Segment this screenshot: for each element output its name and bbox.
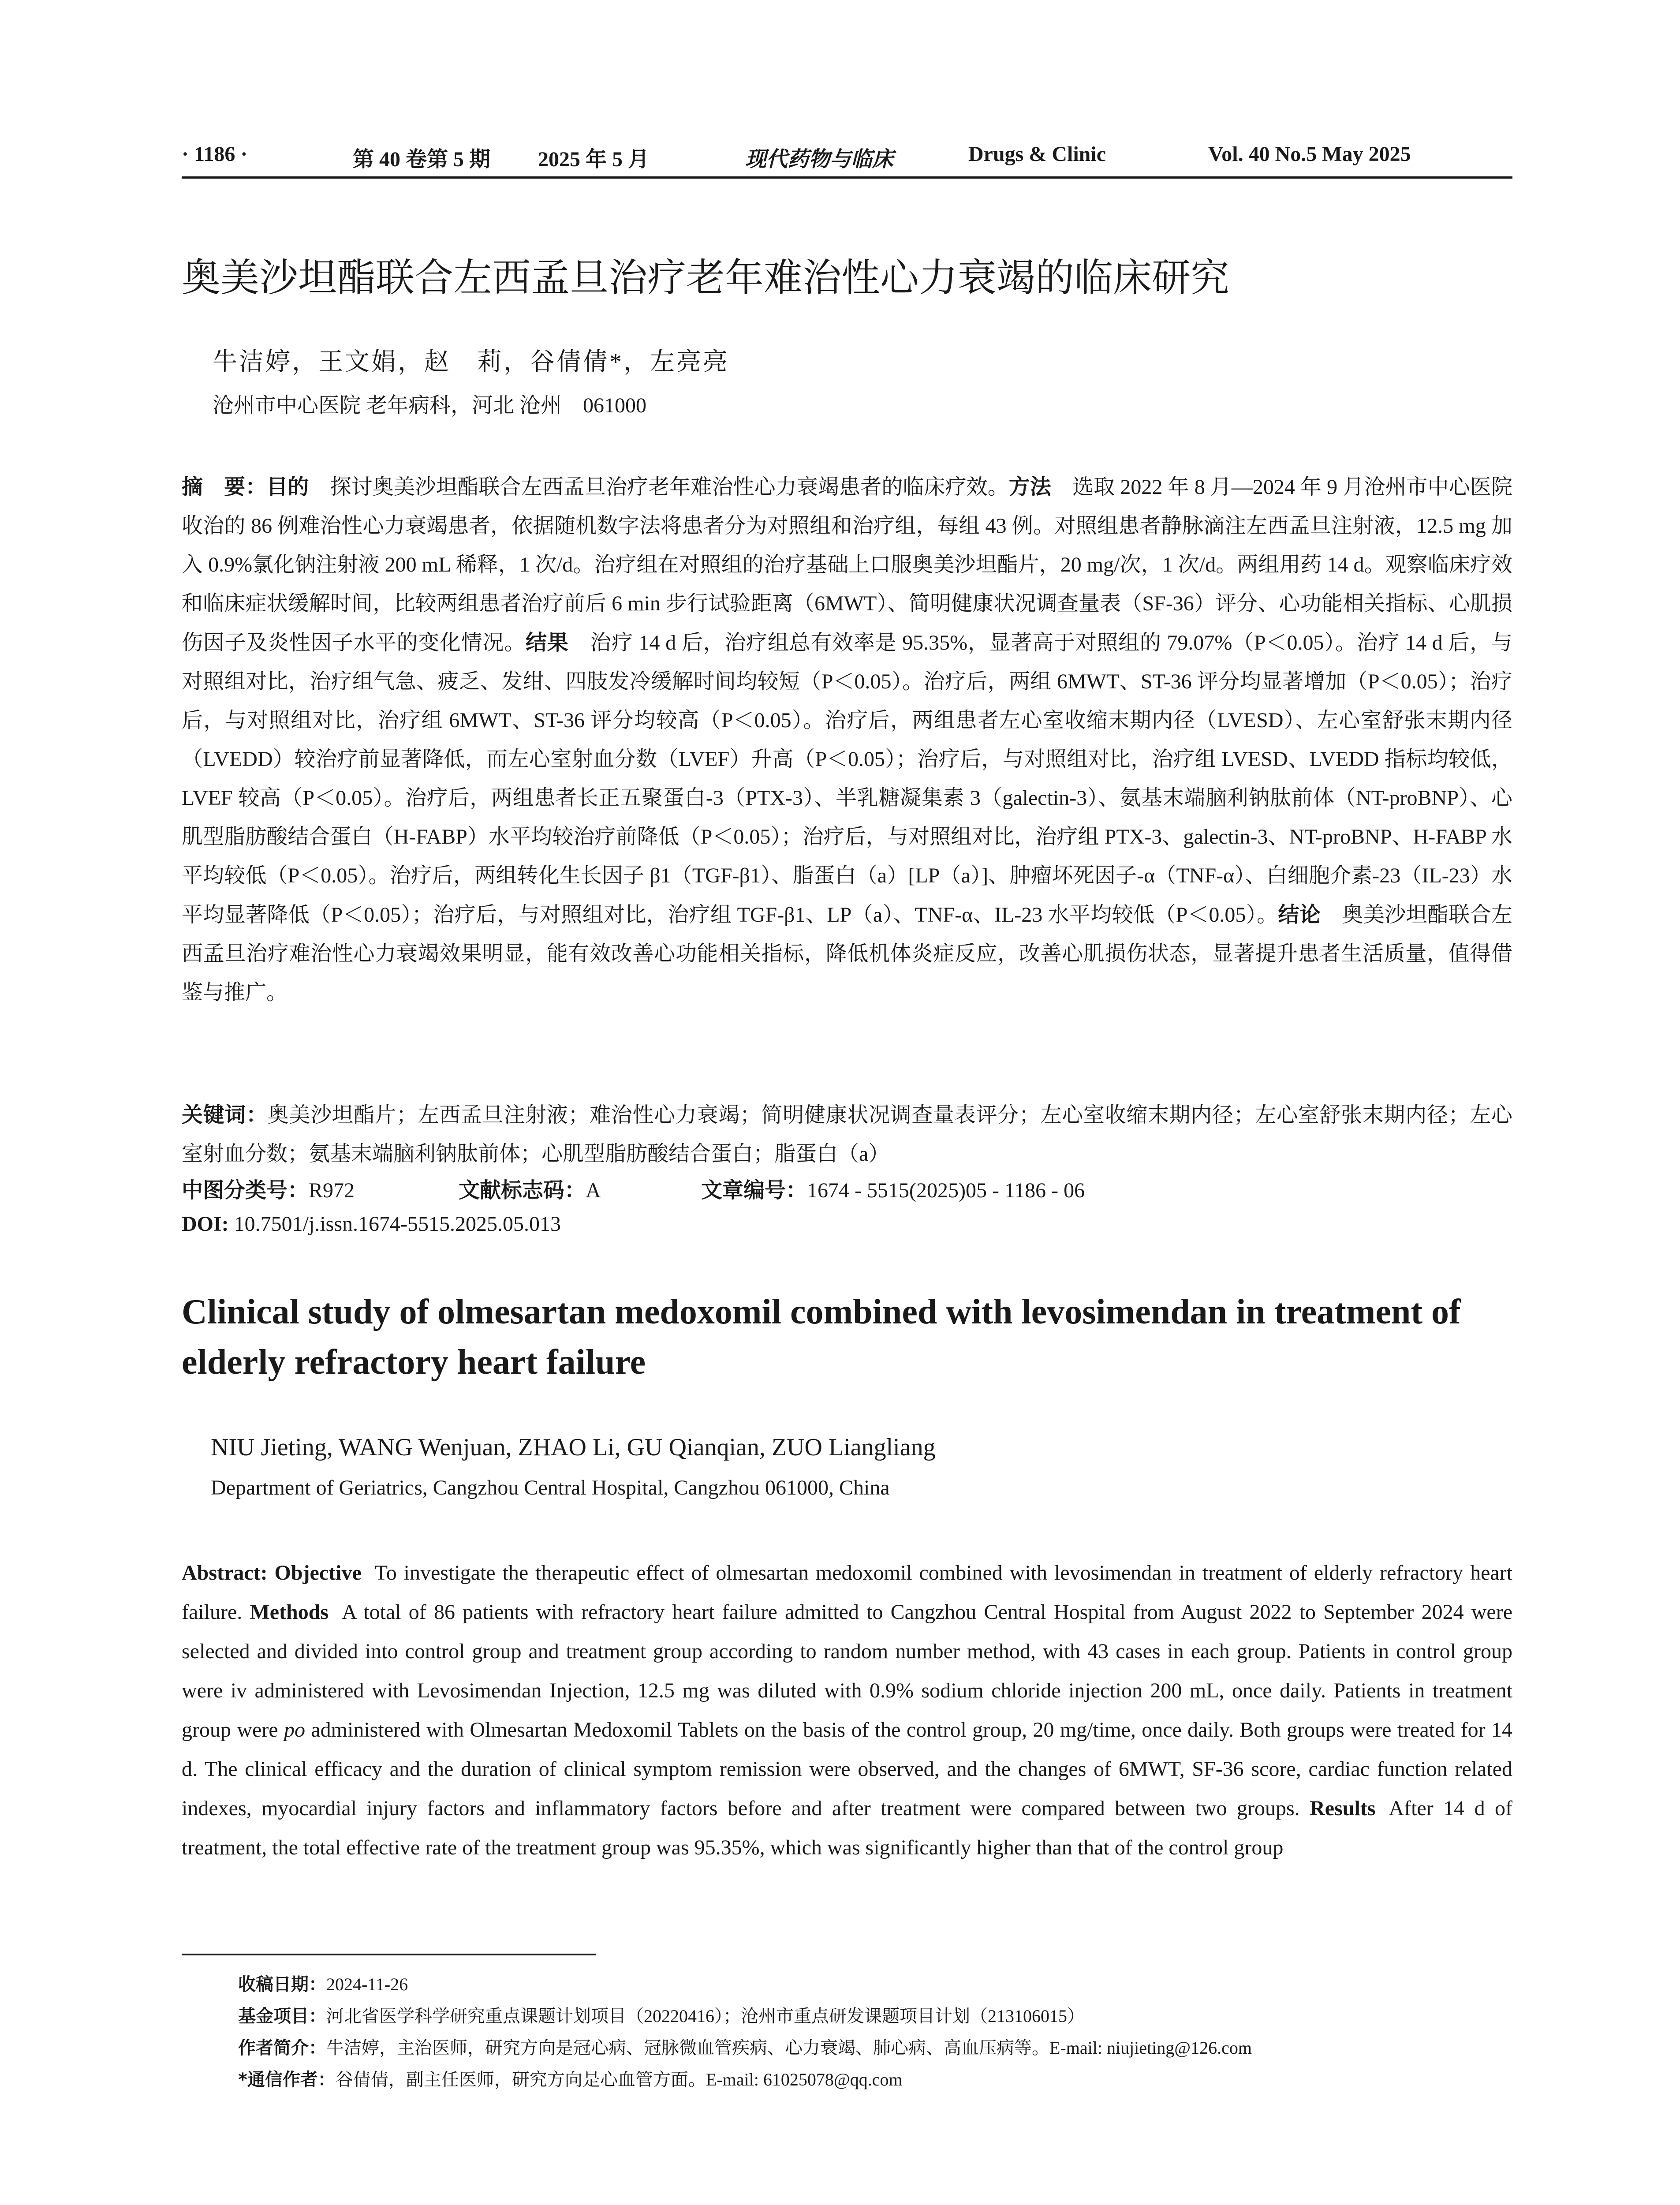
author-bio-label: 作者简介： <box>238 2038 326 2058</box>
methods-text-cn: 选取 2022 年 8 月—2024 年 9 月沧州市中心医院收治的 86 例难治性心力衰竭患者，依据随机数字法将患者分为对照组和治疗组，每组 43 例。对照组患者静脉滴注左西孟旦注射液，12.5 mg 加入 0.9%氯化钠注射液 200 mL 稀释，1 次/d。治疗组在对照组的治疗基础上口服奥美沙坦酯片，20 mg/次，1 次/d。两组用药 14 d。观察临床疗效和临床症状缓解时间，比较两组患者治疗前后 6 min 步行试验距离（6MWT）、简明健康状况调查量表（SF-36）评分、心功能相关指标、心肌损伤因子及炎性因子水平的变化情况。 <box>182 475 1512 654</box>
clc-value: R972 <box>309 1179 355 1202</box>
journal-name-cn: 现代药物与临床 <box>745 147 894 172</box>
methods-label-en: Methods <box>250 1600 329 1624</box>
footnote-fund <box>238 2002 1085 2027</box>
abstract-objective-label-en: Abstract: Objective <box>182 1561 362 1585</box>
issue-date-cn: 2025 年 5 月 <box>538 148 650 171</box>
paper-title-en: Clinical study of olmesartan medoxomil combined with levosimendan in treatment of elderly refractory heart failure <box>182 1293 1461 1382</box>
corresponding-label: *通信作者： <box>238 2070 336 2090</box>
abstract-cn <box>182 467 1512 1012</box>
objective-text-en: To investigate the therapeutic effect of olmesartan medoxomil combined with levosimendan in treatment of elderly refractory heart failure. <box>182 1561 1512 1624</box>
footnote-corresponding <box>238 2066 903 2091</box>
keywords-cn <box>182 1095 1512 1174</box>
received-label: 收稿日期： <box>238 1974 326 1995</box>
footnote-author-bio <box>238 2034 1252 2059</box>
article-number-value: 1674 - 5515(2025)05 - 1186 - 06 <box>807 1179 1085 1202</box>
conclusion-text-cn: 奥美沙坦酯联合左西孟旦治疗难治性心力衰竭效果明显，能有效改善心功能相关指标，降低机体炎症反应，改善心肌损伤状态，显著提升患者生活质量，值得借鉴与推广。 <box>182 903 1512 1004</box>
doi-label: DOI: <box>182 1212 229 1236</box>
methods-text-en-b: administered with Olmesartan Medoxomil Tablets on the basis of the control group, 20 mg/time, once daily. Both groups were treated for 14 d. The clinical efficacy and the duration of clinical symptom remission were observed, and the changes of 6MWT, SF-36 score, cardiac function related indexes, myocardial injury factors and inflammatory factors before and after treatment were compared between two groups. <box>182 1718 1513 1820</box>
author-bio-value: 牛洁婷，主治医师，研究方向是冠心病、冠脉微血管疾病、心力衰竭、肺心病、高血压病等。E-mail: niujieting@126.com <box>326 2038 1252 2058</box>
authors-en: NIU Jieting, WANG Wenjuan, ZHAO Li, GU Qianqian, ZUO Liangliang <box>211 1434 936 1461</box>
corresponding-value: 谷倩倩，副主任医师，研究方向是心血管方面。E-mail: 61025078@qq.com <box>335 2070 903 2089</box>
doi-value: 10.7501/j.issn.1674-5515.2025.05.013 <box>234 1212 561 1236</box>
doi <box>182 1212 561 1236</box>
header-rule <box>182 176 1512 179</box>
methods-label-cn: 方法 <box>1008 475 1052 499</box>
results-label-en: Results <box>1310 1797 1376 1820</box>
fund-value: 河北省医学科学研究重点课题计划项目（20220416）；沧州市重点研发课题项目计划（213106015） <box>326 2006 1085 2026</box>
article-number-label: 文章编号： <box>701 1178 807 1203</box>
received-value: 2024-11-26 <box>326 1974 408 1994</box>
keywords-label-cn: 关键词： <box>182 1102 268 1127</box>
fund-label: 基金项目： <box>238 2006 326 2026</box>
clc-label: 中图分类号： <box>182 1178 309 1203</box>
page-number: · 1186 · <box>182 142 248 166</box>
clc-number <box>182 1173 355 1203</box>
objective-label-cn: 目的 <box>266 475 309 499</box>
volume-issue-en: Vol. 40 No.5 May 2025 <box>1208 142 1411 166</box>
volume-issue-cn: 第 40 卷第 5 期 <box>353 148 491 171</box>
authors-cn: 牛洁婷，王文娟，赵 莉，谷倩倩*，左亮亮 <box>213 348 729 376</box>
footnote-rule <box>182 1954 596 1955</box>
abstract-en <box>182 1553 1512 1867</box>
affiliation-cn: 沧州市中心医院 老年病科，河北 沧州 061000 <box>213 394 647 417</box>
conclusion-label-cn: 结论 <box>1278 902 1321 927</box>
affiliation-en: Department of Geriatrics, Cangzhou Central Hospital, Cangzhou 061000, China <box>211 1476 890 1499</box>
results-label-cn: 结果 <box>525 630 569 655</box>
results-text-en: After 14 d of treatment, the total effective rate of the treatment group was 95.35%, which was significantly higher than that of the control group <box>182 1797 1513 1859</box>
journal-name-en: Drugs & Clinic <box>968 142 1106 166</box>
document-code <box>459 1173 601 1203</box>
doc-code-value: A <box>586 1179 601 1202</box>
results-text-cn: 治疗 14 d 后，治疗组总有效率是 95.35%，显著高于对照组的 79.07%（P＜0.05）。治疗 14 d 后，与对照组对比，治疗组气急、疲乏、发绀、四肢发冷缓解时间均较短（P＜0.05）。治疗后，两组 6MWT、ST-36 评分均显著增加（P＜0.05）；治疗后，与对照组对比，治疗组 6MWT、ST-36 评分均较高（P＜0.05）。治疗后，两组患者左心室收缩末期内径（LVESD）、左心室舒张末期内径（LVEDD）较治疗前显著降低，而左心室射血分数（LVEF）升高（P＜0.05）；治疗后，与对照组对比，治疗组 LVESD、LVEDD 指标均较低，LVEF 较高（P＜0.05）。治疗后，两组患者长正五聚蛋白-3（PTX-3）、半乳糖凝集素 3（galectin-3）、氨基末端脑利钠肽前体（NT-proBNP）、心肌型脂肪酸结合蛋白（H-FABP）水平均较治疗前降低（P＜0.05）；治疗后，与对照组对比，治疗组 PTX-3、galectin-3、NT-proBNP、H-FABP 水平均较低（P＜0.05）。治疗后，两组转化生长因子 β1（TGF-β1）、脂蛋白（a）[LP（a）]、肿瘤坏死因子-α（TNF-α）、白细胞介素-23（IL-23）水平均显著降低（P＜0.05）；治疗后，与对照组对比，治疗组 TGF-β1、LP（a）、TNF-α、IL-23 水平均较低（P＜0.05）。 <box>182 631 1512 927</box>
footnote-received <box>238 1970 408 1996</box>
doc-code-label: 文献标志码： <box>459 1178 586 1203</box>
article-number <box>701 1173 1085 1203</box>
methods-text-en-a: A total of 86 patients with refractory heart failure admitted to Cangzhou Central Hospital from August 2022 to September 2024 were selected and divided into control group and treatment group according to random number method, with 43 cases in each group. Patients in control group were iv administered with Levosimendan Injection, 12.5 mg was diluted with 0.9% sodium chloride injection 200 mL, once daily. Patients in treatment group were <box>182 1600 1513 1742</box>
objective-text-cn: 探讨奥美沙坦酯联合左西孟旦治疗老年难治性心力衰竭患者的临床疗效。 <box>330 475 1009 499</box>
keywords-text-cn: 奥美沙坦酯片；左西孟旦注射液；难治性心力衰竭；简明健康状况调查量表评分；左心室收缩末期内径；左心室舒张末期内径；左心室射血分数；氨基末端脑利钠肽前体；心肌型脂肪酸结合蛋白；脂蛋白（a） <box>182 1103 1512 1166</box>
methods-po: po <box>284 1718 305 1742</box>
paper-title-cn: 奥美沙坦酯联合左西孟旦治疗老年难治性心力衰竭的临床研究 <box>182 255 1230 300</box>
abstract-label-cn: 摘 要： <box>182 475 267 499</box>
